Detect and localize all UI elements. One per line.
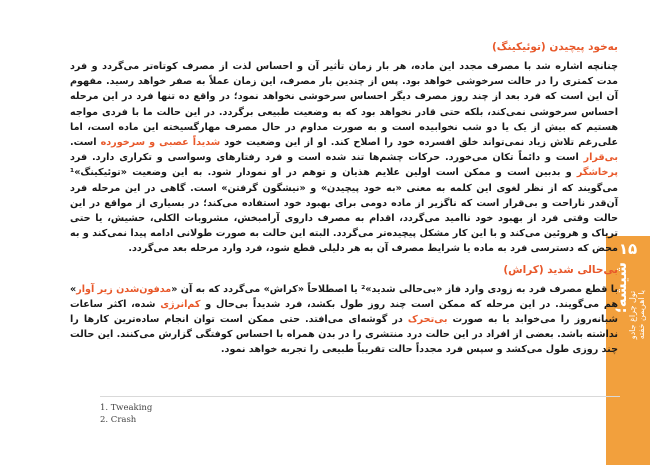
text-run: با قطع مصرف فرد به زودی وارد فاز «بی‌حالی شدید»² یا اصطلاحاً «کراش» می‌گردد که به آن « [171,283,619,295]
paragraph-tweaking [70,59,618,257]
main-text [70,40,618,358]
highlight-text: بی‌تحرک [407,314,448,326]
footnotes [100,402,152,426]
text-run: و بدبین است و ممکن است اولین علایم هذیان و توهم در او نمودار شود. به این وضعیت «توئیکینگ»¹ می‌گویند که از نظر لغوی این کلمه به معنی «به خود پیچیدن» و «نیشگون گرفتن» است. گاهی در این مرحله فرد آن‌قدر ناراحت و بی‌قرار است که ناگزیر از ماده دومی برای بهبود خود استفاده می‌کند؛ در بسیاری از مواقع در این حالت وقتی فرد از بهبود خود ناامید می‌گردد، اقدام به مصرف داروی آرامبخش، مشروبات الکلی، حشیش، یا حتی تریاک و هروئین می‌کند و با این کار مشکل پیچیده‌تر می‌گردد. البته این حالت به صورت طولانی ادامه پیدا نمی‌کند و به محض که دسترسی فرد به ماده یا شرایط مصرف آن به هر دلیلی قطع شود، فرد وارد مرحله بعد می‌گردد. [70,167,618,255]
highlight-text: بی‌قرار [583,152,618,164]
highlight-text: شدیداً عصبی و سرخورده [100,137,221,149]
section-heading-tweaking: به‌خود پیچیدن (توئیکینگ) [491,41,618,53]
chapter-subtitle-line-2: یا اهریمن خفته [637,290,646,340]
highlight-text: پرخاشگر [576,167,618,179]
footnote-divider [100,396,620,397]
highlight-text: کم‌انرژی [160,298,201,310]
section-heading-crash: بی‌حالی شدید (کراش) [503,263,618,276]
chapter-subtitle-line-1: تول چراغ جادو [628,290,637,340]
text-run: چنانچه اشاره شد با مصرف مجدد این ماده، هر بار زمان تأثیر آن و احساس لذت از مصرف کوتاه‌تر می‌گردد و فرد مدت کمتری را در حالت سرخوشی خواهد بود. پس از چندین بار مصرف، این زمان عملاً به صفر خواهد رسید. مفهوم آن این است که فرد بعد از چند روز مصرف دیگر احساس سرخوشی نخواهد نمود؛ در واقع ده تنها فرد در این مرحله احساس سرخوشی نمی‌کند، بلکه حتی قادر نخواهد بود که به وضعیت طبیعی برگردد. در این حالت ما با فردی مواجه هستیم که بیش از یک یا دو شب نخوابیده است و به صورت مداوم در حال مصرف مهارگسیخته این ماده است، اما علی‌رغم تلاش زیاد نمی‌تواند خلق افسرده خود را اصلاح کند. او از این وضعیت خود [70,61,618,149]
footnote-1: 1. Tweaking [100,403,153,413]
highlight-text: مدفون‌شدن زیر آوار [76,283,172,295]
paragraph-crash [70,282,618,358]
text-run: شده، اکثر ساعات شبانه‌روز را می‌خوابد یا به صورت [70,298,618,326]
text-run: در گوشه‌ای می‌افتد. حتی ممکن است توان انجام ساده‌ترین کارها را نداشته باشد. بعضی از افراد در این حالت درد منتشری را در بدن همراه با احساس کوفتگی گزارش می‌کنند. این حالت چند روزی طول می‌کشد و سپس فرد مجدداً حالت تقریباً طبیعی را تجربه خواهد نمود. [70,314,618,356]
page-number: ۱۵ [618,240,638,258]
text-run: » هم می‌گویند. در این مرحله که ممکن است چند روز طول بکشد، فرد شدیداً بی‌حال و [70,283,619,310]
text-run: است و دائماً تکان می‌خورد. حرکات چشم‌ها تند شده است و فرد رفتارهای وسواسی و تکراری دارد. فرد [70,152,584,164]
chapter-title: شیشه؛ [612,262,630,314]
footnote-2: 2. Crash [100,415,137,425]
text-run: است. [70,137,101,149]
chapter-subtitle [628,290,646,339]
